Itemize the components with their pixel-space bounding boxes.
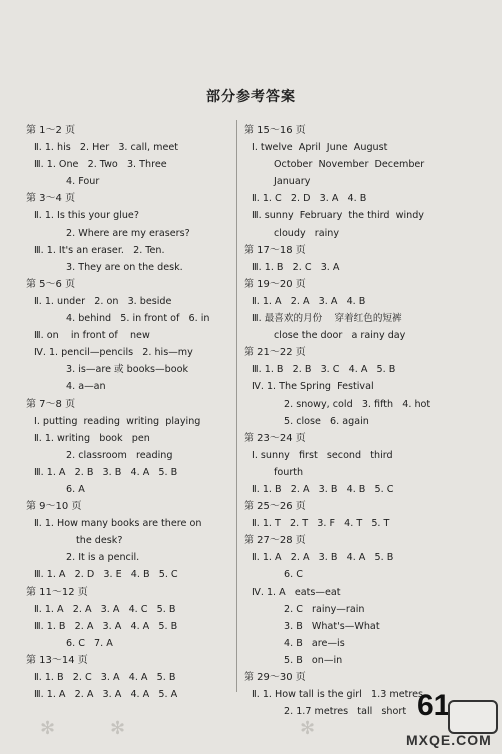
answer-line: 4. B are—is [284, 637, 345, 649]
answer-line: 4. Four [66, 176, 100, 188]
page-title: 部分参考答案 [206, 89, 296, 105]
section-heading: 第 3～4 页 [26, 193, 76, 205]
answer-line: Ⅲ. 最喜欢的月份 穿着红色的短裤 [252, 313, 402, 325]
decorative-snowflake-icon: ✻ [110, 718, 126, 739]
right-answer-column [244, 122, 484, 720]
answer-line: the desk? [76, 535, 123, 547]
answer-line: Ⅲ. 1. B 2. C 3. A [252, 261, 340, 273]
answer-line: Ⅱ. 1. his 2. Her 3. call, meet [34, 142, 179, 154]
answer-line: fourth [274, 466, 304, 478]
decorative-snowflake-icon: ✻ [300, 718, 316, 739]
answer-line: Ⅲ. 1. B 2. A 3. A 4. A 5. B [34, 620, 178, 632]
answer-line: 6. C [284, 569, 303, 581]
answer-line: Ⅱ. 1. A 2. A 3. A 4. C 5. B [34, 603, 176, 615]
answer-line: 3. is—are 或 books—book [66, 364, 189, 376]
answer-line: close the door a rainy day [274, 330, 406, 342]
answer-line: 2. Where are my erasers? [66, 227, 190, 239]
page-number: 61 [417, 689, 451, 722]
section-heading: 第 11～12 页 [26, 586, 88, 598]
column-divider [236, 120, 237, 692]
answer-line: Ⅱ. 1. How tall is the girl 1.3 metres [252, 689, 423, 701]
answer-line: 2. classroom reading [66, 449, 173, 461]
section-heading: 第 17～18 页 [244, 244, 306, 256]
section-heading: 第 15～16 页 [244, 125, 306, 136]
section-heading: 第 21～22 页 [244, 347, 306, 359]
section-heading: 第 29～30 页 [244, 672, 306, 683]
answer-line: January [274, 176, 311, 188]
answer-line: Ⅳ. 1. pencil—pencils 2. his—my [34, 347, 193, 359]
answer-line: 5. B on—in [284, 654, 343, 666]
answer-line: Ⅰ. putting reading writing playing [34, 415, 201, 427]
answer-line: Ⅲ. 1. A 2. A 3. A 4. A 5. A [34, 689, 178, 701]
answer-line: Ⅱ. 1. writing book pen [34, 432, 150, 444]
section-heading: 第 27～28 页 [244, 535, 306, 547]
answer-line: 6. C 7. A [66, 637, 113, 649]
answer-line: Ⅱ. 1. A 2. A 3. B 4. A 5. B [252, 552, 394, 564]
answer-line: Ⅲ. on in front of new [34, 330, 150, 342]
answer-line: 6. A [66, 483, 85, 495]
section-heading: 第 19～20 页 [244, 278, 306, 290]
answer-line: Ⅳ. 1. The Spring Festival [252, 381, 374, 393]
section-heading: 第 5～6 页 [26, 278, 76, 290]
answer-line: Ⅱ. 1. C 2. D 3. A 4. B [252, 193, 367, 205]
answer-line: 3. B What's—What [284, 620, 380, 632]
left-answer-column [26, 122, 231, 703]
section-heading: 第 7～8 页 [26, 398, 76, 410]
answer-line: 2. snowy, cold 3. fifth 4. hot [284, 398, 431, 410]
answer-line: 2. It is a pencil. [66, 552, 140, 564]
answer-line: Ⅲ. 1. B 2. B 3. C 4. A 5. B [252, 364, 396, 376]
answer-line: 4. a—an [66, 381, 106, 393]
section-heading: 第 25～26 页 [244, 501, 306, 513]
answer-line: Ⅳ. 1. A eats—eat [252, 586, 341, 598]
answer-line: 3. They are on the desk. [66, 261, 183, 273]
section-heading: 第 9～10 页 [26, 501, 82, 513]
answer-line: 2. 1.7 metres tall short [284, 706, 407, 718]
answer-line: 2. C rainy—rain [284, 603, 365, 615]
answer-line: Ⅱ. 1. Is this your glue? [34, 210, 139, 222]
section-heading: 第 13～14 页 [26, 654, 88, 666]
decorative-snowflake-icon: ✻ [40, 718, 56, 739]
answer-line: Ⅲ. 1. It's an eraser. 2. Ten. [34, 244, 165, 256]
watermark-text: MXQE.COM [406, 732, 492, 748]
section-heading: 第 1～2 页 [26, 125, 76, 136]
answer-line: Ⅱ. 1. How many books are there on [34, 518, 202, 530]
watermark-logo-icon [448, 700, 498, 734]
answer-line: Ⅲ. 1. A 2. B 3. B 4. A 5. B [34, 466, 178, 478]
answer-line: 5. close 6. again [284, 415, 369, 427]
answer-line: Ⅱ. 1. B 2. C 3. A 4. A 5. B [34, 672, 176, 683]
answer-line: Ⅲ. 1. A 2. D 3. E 4. B 5. C [34, 569, 178, 581]
answer-line: Ⅲ. sunny February the third windy [252, 210, 424, 222]
answer-line: Ⅱ. 1. T 2. T 3. F 4. T 5. T [252, 518, 390, 530]
answer-line: Ⅱ. 1. A 2. A 3. A 4. B [252, 295, 366, 307]
answer-line: cloudy rainy [274, 227, 340, 239]
answer-line: Ⅱ. 1. B 2. A 3. B 4. B 5. C [252, 483, 394, 495]
answer-line: 4. behind 5. in front of 6. in [66, 313, 210, 325]
answer-line: Ⅱ. 1. under 2. on 3. beside [34, 295, 172, 307]
answer-line: Ⅰ. sunny first second third [252, 449, 393, 461]
answer-line: Ⅰ. twelve April June August [252, 142, 388, 154]
section-heading: 第 23～24 页 [244, 432, 306, 444]
answer-line: Ⅲ. 1. One 2. Two 3. Three [34, 159, 167, 171]
answer-line: October November December [274, 159, 425, 171]
